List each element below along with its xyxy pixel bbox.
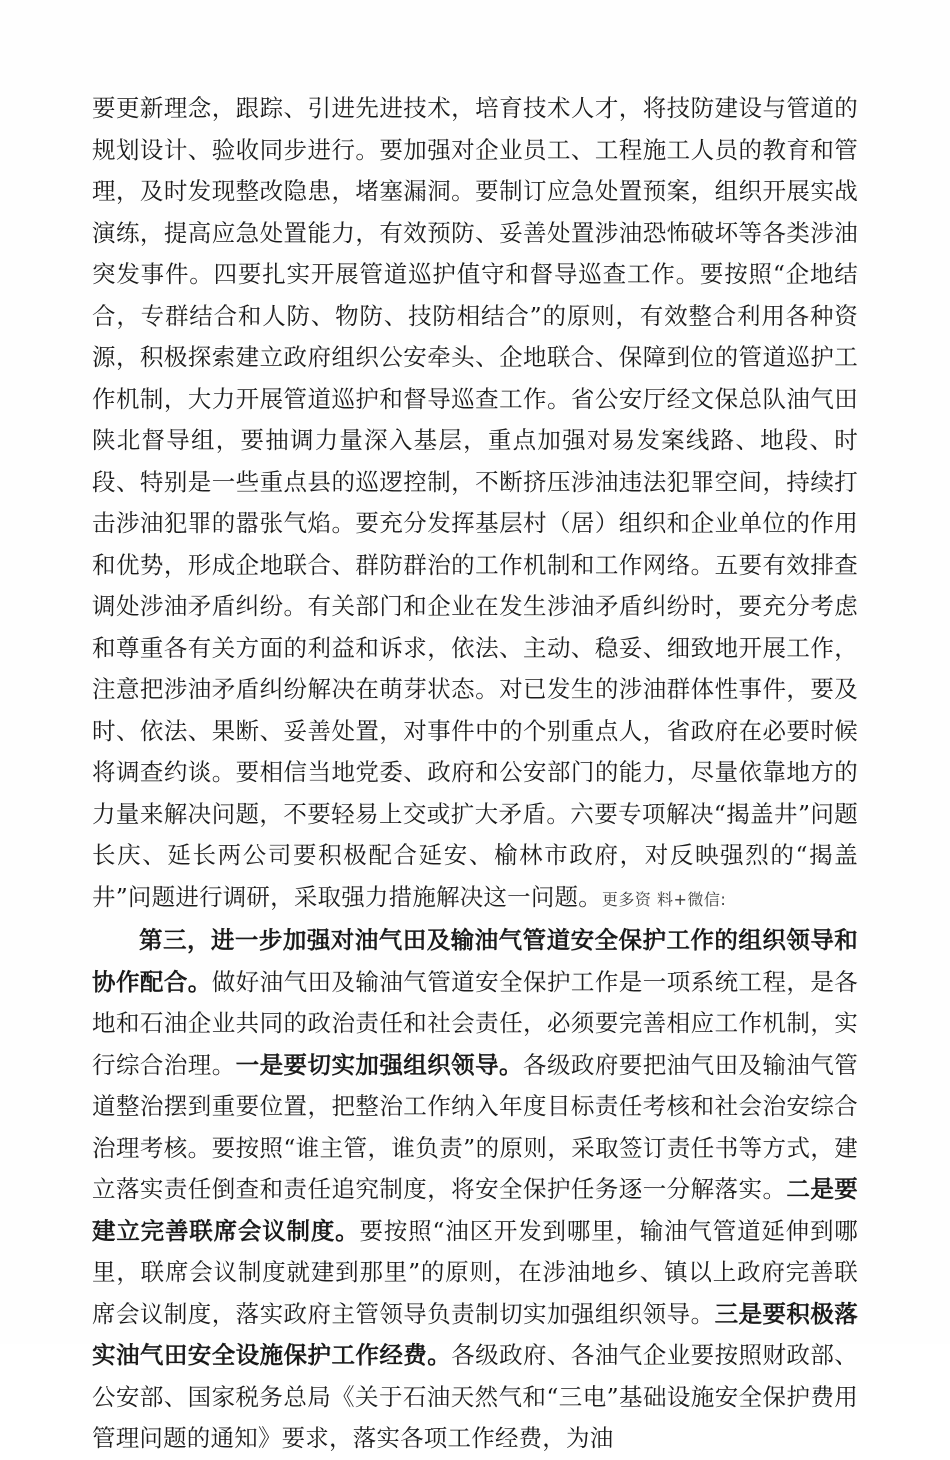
- subpoint-three-heading: 三是要积极落实油气田安全设施保护工作经费。: [92, 1299, 859, 1369]
- subpoint-two-heading: 二是要建立完善联席会议制度。: [92, 1175, 858, 1245]
- paragraph-text: 做好油气田及输油气管道安全保护工作是一项系统工程，是各地和石油企业共同的政治责任和社会责任，必须要完善相应工作机制，实行综合治理。: [92, 967, 859, 1079]
- section-heading-third: 第三，进一步加强对油气田及输油气管道安全保护工作的组织领导和协作配合。: [92, 926, 858, 996]
- document-body: [92, 88, 858, 1460]
- paragraph-text: 要按照“油区开发到哪里，输油气管道延伸到哪里，联席会议制度就建到那里”的原则，在涉油地乡、镇以上政府完善联席会议制度，落实政府主管领导负责制切实加强组织领导。: [92, 1216, 859, 1328]
- paragraph-text: 各级政府、各油气企业要按照财政部、公安部、国家税务总局《关于石油天然气和“三电”基础设施安全保护费用管理问题的通知》要求，落实各项工作经费，为油: [92, 1341, 859, 1452]
- watermark-note: 更多资 料+微信:: [601, 889, 727, 909]
- paragraph-text: 要更新理念，跟踪、引进先进技术，培育技术人才，将技防建设与管道的规划设计、验收同步进行。要加强对企业员工、工程施工人员的教育和管理，及时发现整改隐患，堵塞漏洞。要制订应急处置预案，组织开展实战演练，提高应急处置能力，有效预防、妥善处置涉油恐怖破坏等各类涉油突发事件。四要扎实开展管道巡护值守和督导巡查工作。要按照“企地结合，专群结合和人防、物防、技防相结合”的原则，有效整合利用各种资源，积极探索建立政府组织公安牵头、企地联合、保障到位的管道巡护工作机制，大力开展管道巡护和督导巡查工作。省公安厅经文保总队油气田陕北督导组，要抽调力量深入基层，重点加强对易发案线路、地段、时段、特别是一些重点县的巡逻控制，不断挤压涉油违法犯罪空间，持续打击涉油犯罪的嚣张气焰。要充分发挥基层村（居）组织和企业单位的作用和优势，形成企地联合、群防群治的工作机制和工作网络。五要有效排查调处涉油矛盾纠纷。有关部门和企业在发生涉油矛盾纠纷时，要充分考虑和尊重各有关方面的利益和诉求，依法、主动、稳妥、细致地开展工作，注意把涉油矛盾纠纷解决在萌芽状态。对已发生的涉油群体性事件，要及时、依法、果断、妥善处置，对事件中的个别重点人，省政府在必要时候将调查约谈。要相信当地党委、政府和公安部门的能力，尽量依靠地方的力量来解决问题，不要轻易上交或扩大矛盾。六要专项解决“揭盖井”问题长庆、延长两公司要积极配合延安、榆林市政府，对反映强烈的“揭盖井”问题进行调研，采取强力措施解决这一问题。: [92, 94, 858, 911]
- subpoint-one-heading: 一是要切实加强组织领导。: [235, 1050, 524, 1079]
- paragraph: [92, 920, 858, 1460]
- paragraph: [92, 88, 858, 920]
- paragraph-text: 各级政府要把油气田及输油气管道整治摆到重要位置，把整治工作纳入年度目标责任考核和社会治安综合治理考核。要按照“谁主管，谁负责”的原则，采取签订责任书等方式，建立落实责任倒查和责任追究制度，将安全保护任务逐一分解落实。: [92, 1050, 858, 1203]
